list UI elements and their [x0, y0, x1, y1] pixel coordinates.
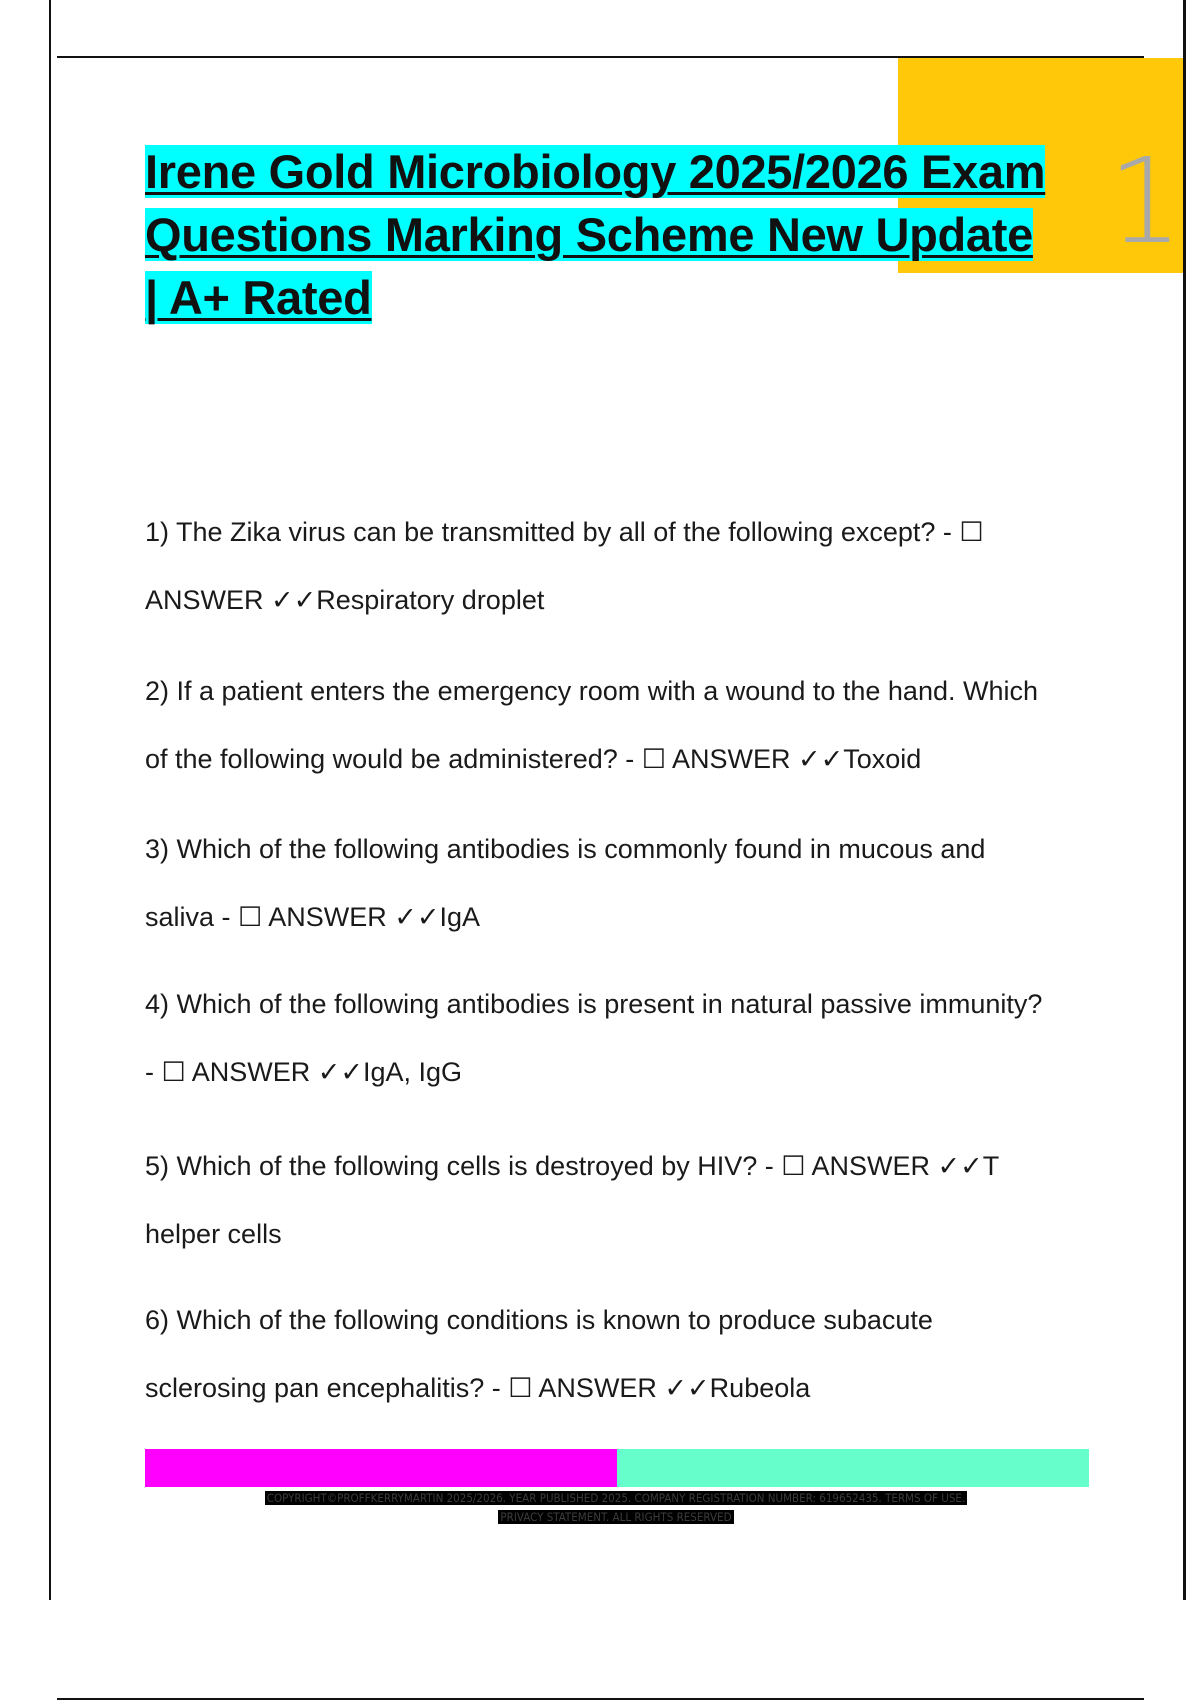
question-6-line-1: 6) Which of the following conditions is known to produce subacute — [145, 1305, 933, 1335]
question-1-line-2: ANSWER ✓✓Respiratory droplet — [145, 585, 545, 615]
title-line-3: | A+ Rated — [145, 271, 372, 324]
question-2-line-1: 2) If a patient enters the emergency room with a wound to the hand. Which — [145, 676, 1038, 706]
question-4 — [145, 970, 1105, 1106]
question-1 — [145, 498, 1105, 634]
question-1-line-1: 1) The Zika virus can be transmitted by all of the following except? - ☐ — [145, 517, 984, 547]
footer-bar-magenta — [145, 1449, 617, 1487]
question-2-line-2: of the following would be administered? - ☐ ANSWER ✓✓Toxoid — [145, 744, 922, 774]
copyright-line-1: COPYRIGHT©PROFFKERRYMARTIN 2025/2026. YEAR PUBLISHED 2025. COMPANY REGISTRATION NUMBER: 619652435. TERMS OF USE. — [266, 1491, 966, 1505]
question-3 — [145, 815, 1105, 951]
question-3-line-2: saliva - ☐ ANSWER ✓✓IgA — [145, 902, 481, 932]
question-5-line-1: 5) Which of the following cells is destroyed by HIV? - ☐ ANSWER ✓✓T — [145, 1151, 1000, 1181]
title-line-1: Irene Gold Microbiology 2025/2026 Exam — [145, 145, 1046, 198]
page-border-left — [49, 0, 51, 1600]
question-6-line-2: sclerosing pan encephalitis? - ☐ ANSWER ✓✓Rubeola — [145, 1373, 811, 1403]
copyright-line-2: PRIVACY STATEMENT. ALL RIGHTS RESERVED — [500, 1510, 732, 1524]
title-line-2: Questions Marking Scheme New Update — [145, 208, 1033, 261]
question-5-line-2: helper cells — [145, 1219, 282, 1249]
question-2 — [145, 657, 1105, 793]
page-number: 1 — [1107, 132, 1183, 270]
question-3-line-1: 3) Which of the following antibodies is commonly found in mucous and — [145, 834, 986, 864]
question-6 — [145, 1286, 1105, 1422]
page-border-right — [1183, 0, 1186, 1600]
question-5 — [145, 1132, 1105, 1268]
question-4-line-1: 4) Which of the following antibodies is present in natural passive immunity? — [145, 989, 1043, 1019]
copyright-footer — [170, 1489, 1062, 1527]
question-4-line-2: - ☐ ANSWER ✓✓IgA, IgG — [145, 1057, 463, 1087]
footer-bar-mint — [617, 1449, 1089, 1487]
document-title — [145, 140, 1105, 329]
